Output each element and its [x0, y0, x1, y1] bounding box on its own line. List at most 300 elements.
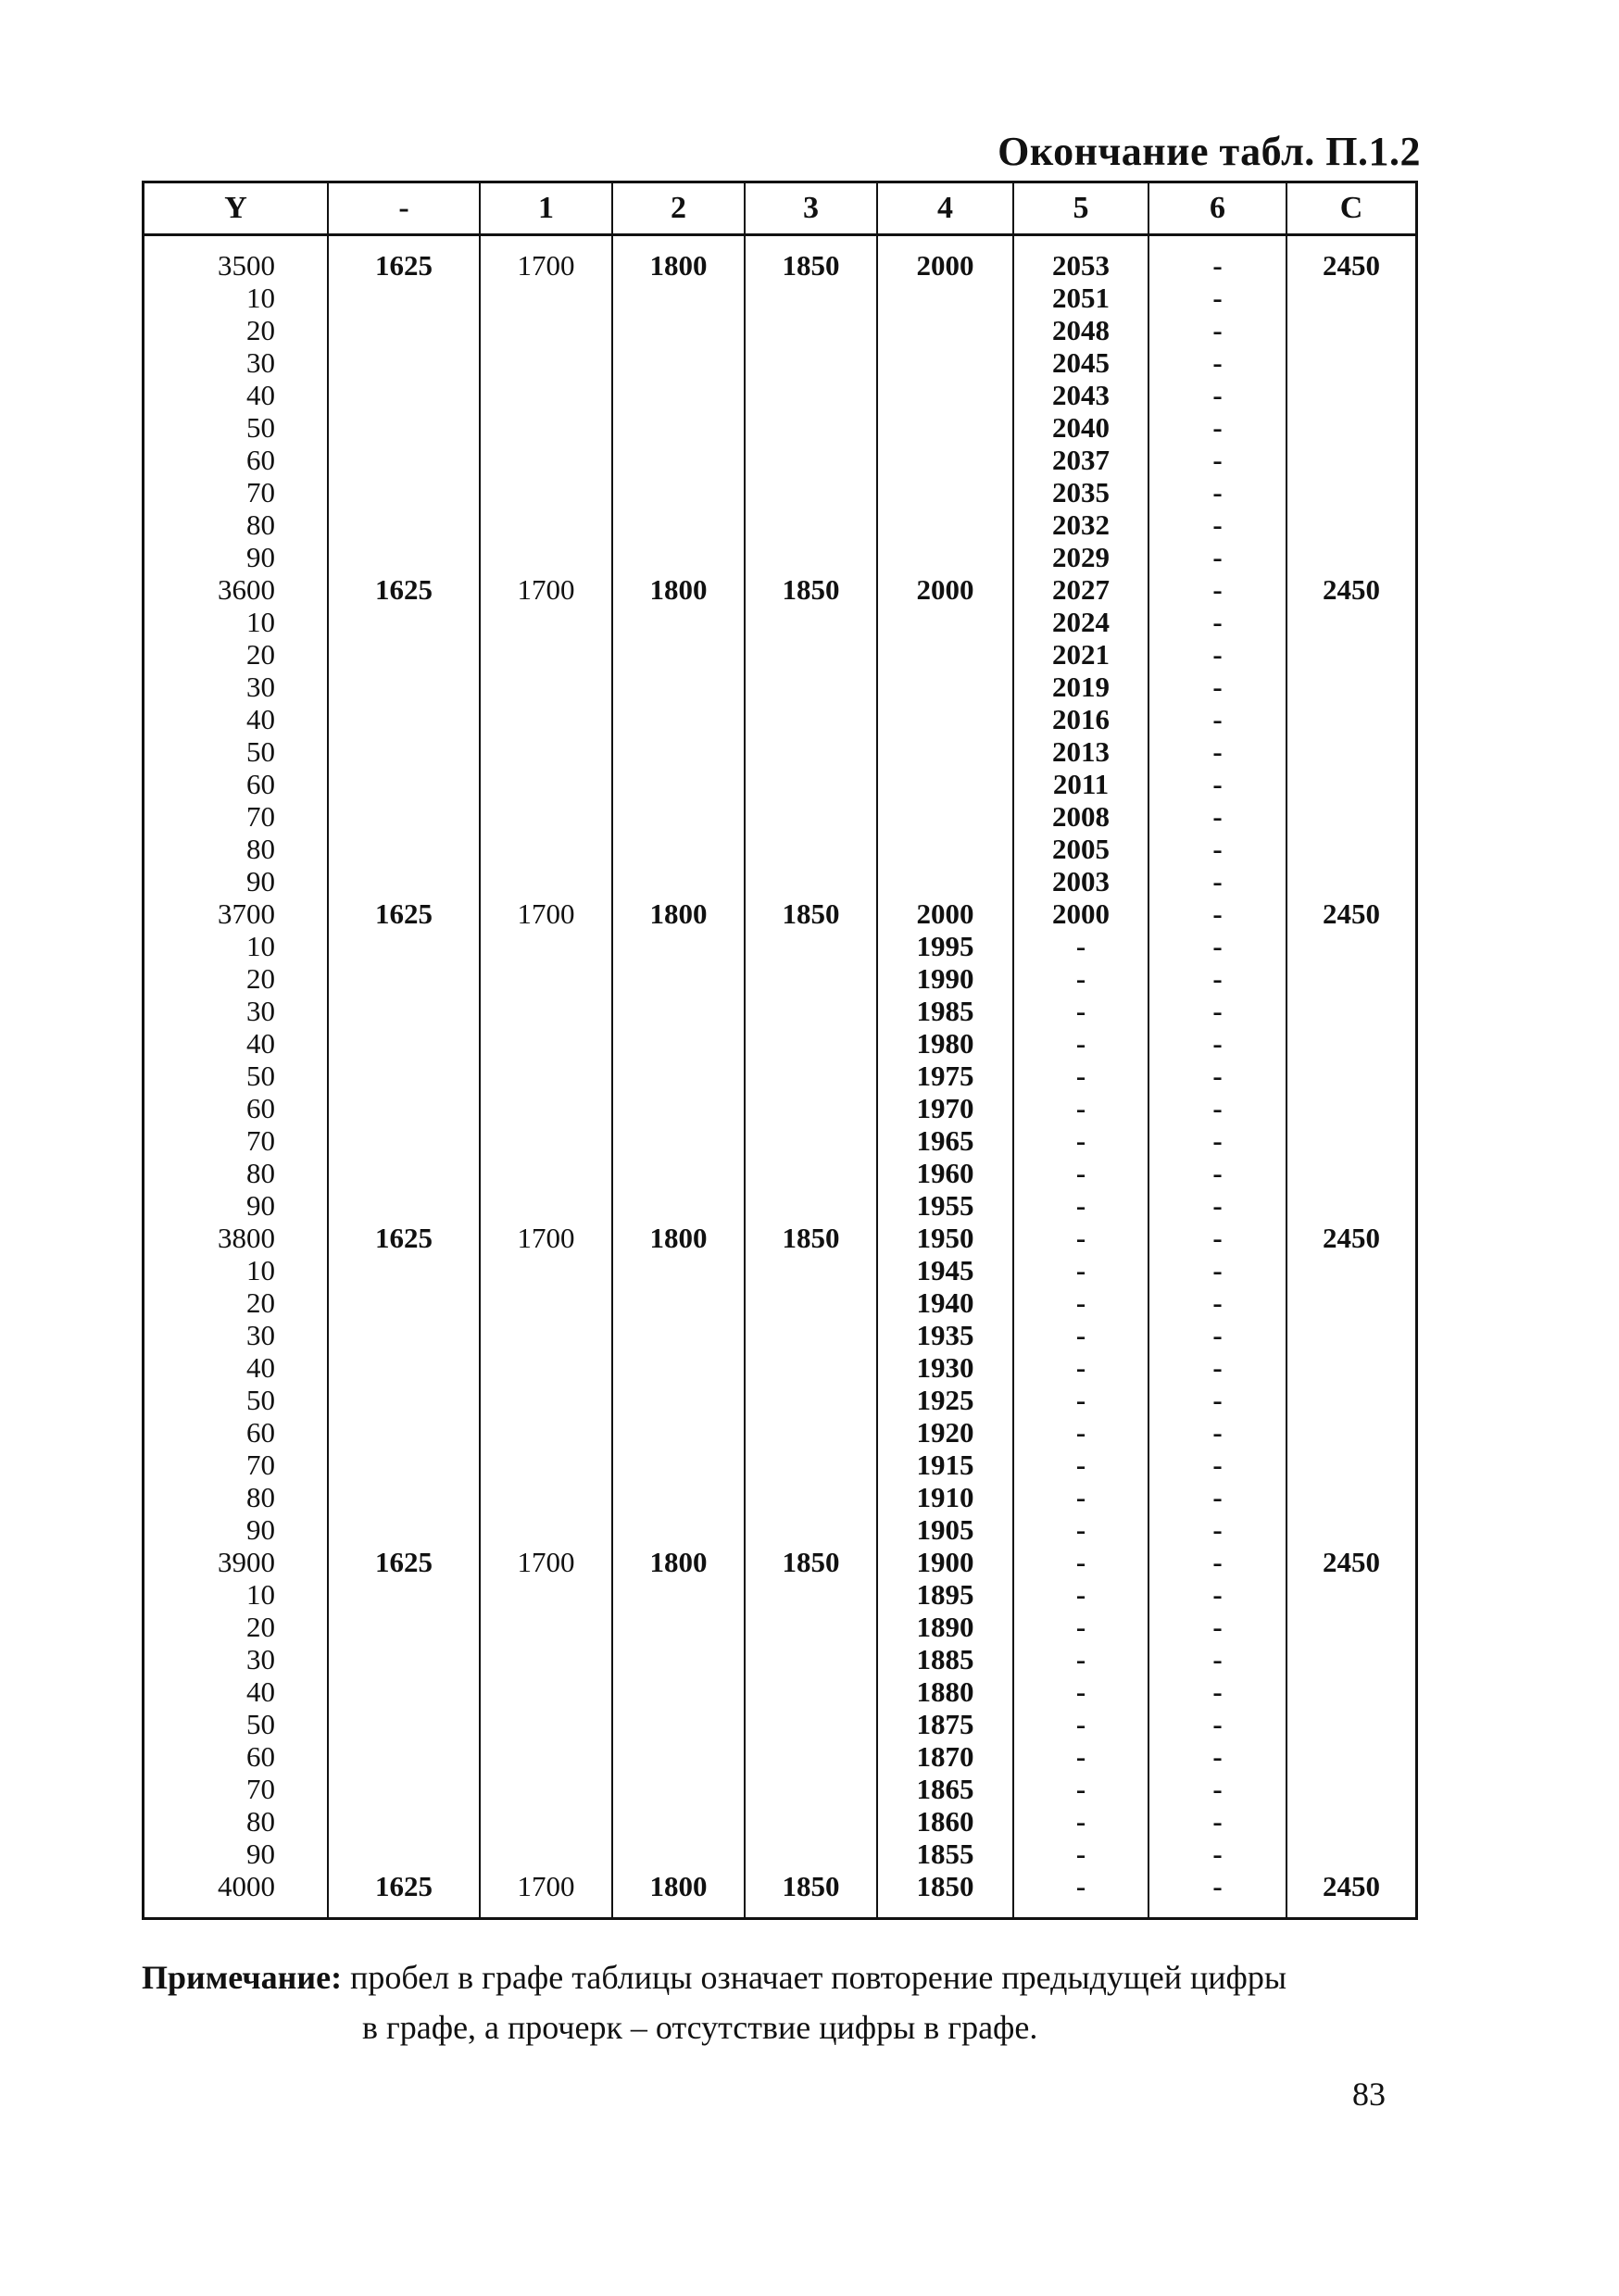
- table-cell: [329, 1675, 479, 1708]
- table-cell: [746, 1157, 876, 1189]
- table-cell: [746, 930, 876, 962]
- table-cell: -: [1212, 1060, 1223, 1092]
- table-cell: [329, 444, 479, 476]
- table-cell: 1980: [916, 1027, 974, 1060]
- table-cell: 1920: [916, 1416, 974, 1449]
- table-cell: [613, 1481, 744, 1513]
- table-cell: 1860: [916, 1805, 974, 1838]
- table-cell: [878, 411, 1012, 444]
- table-cell: 80: [246, 1805, 275, 1838]
- table-cell: [1287, 865, 1415, 897]
- table-cell: [613, 1643, 744, 1675]
- table-cell: 10: [246, 930, 275, 962]
- table-cell: -: [1212, 638, 1223, 671]
- table-cell: 30: [246, 995, 275, 1027]
- table-cell: [481, 1319, 611, 1351]
- table-cell: [1287, 833, 1415, 865]
- table-cell: 2450: [1323, 1222, 1380, 1254]
- table-cell: 30: [246, 1319, 275, 1351]
- table-caption: Окончание табл. П.1.2: [998, 129, 1421, 174]
- table-cell: -: [1212, 314, 1223, 346]
- table-cell: [613, 1708, 744, 1740]
- table-cell: 1700: [517, 897, 575, 930]
- table-cell: 2048: [1052, 314, 1110, 346]
- table-cell: -: [1212, 800, 1223, 833]
- table-cell: -: [1075, 1222, 1086, 1254]
- table-cell: [1287, 314, 1415, 346]
- table-cell: 1700: [517, 1870, 575, 1902]
- table-cell: -: [1075, 1773, 1086, 1805]
- table-cell: 10: [246, 606, 275, 638]
- table-cell: [746, 314, 876, 346]
- table-cell: [746, 1838, 876, 1870]
- table-cell: 10: [246, 1578, 275, 1611]
- table-cell: -: [1075, 1740, 1086, 1773]
- table-cell: 30: [246, 346, 275, 379]
- table-cell: -: [1075, 1319, 1086, 1351]
- table-cell: 2450: [1323, 249, 1380, 282]
- table-cell: -: [1212, 411, 1223, 444]
- table-cell: 70: [246, 800, 275, 833]
- table-cell: [329, 1027, 479, 1060]
- table-cell: 1870: [916, 1740, 974, 1773]
- table-cell: [481, 379, 611, 411]
- table-cell: -: [1075, 1254, 1086, 1286]
- table-cell: [481, 1092, 611, 1124]
- table-cell: -: [1212, 1286, 1223, 1319]
- table-cell: 3500: [218, 249, 275, 282]
- table-cell: [329, 1351, 479, 1384]
- table-cell: -: [1075, 962, 1086, 995]
- table-cell: 2000: [916, 897, 974, 930]
- table-cell: 40: [246, 379, 275, 411]
- table-cell: -: [1075, 1643, 1086, 1675]
- table-cell: 1975: [916, 1060, 974, 1092]
- table-cell: 1625: [375, 1222, 433, 1254]
- table-cell: [613, 379, 744, 411]
- table-cell: -: [1212, 1027, 1223, 1060]
- table-cell: 30: [246, 1643, 275, 1675]
- table-cell: [329, 930, 479, 962]
- data-table: [142, 181, 1418, 1920]
- table-cell: [746, 962, 876, 995]
- table-cell: [746, 508, 876, 541]
- table-cell: 1850: [916, 1870, 974, 1902]
- table-cell: [329, 1124, 479, 1157]
- table-cell: -: [1075, 1481, 1086, 1513]
- table-cell: [1287, 768, 1415, 800]
- table-cell: -: [1212, 995, 1223, 1027]
- table-cell: 2019: [1052, 671, 1110, 703]
- table-cell: [481, 800, 611, 833]
- table-cell: [329, 1578, 479, 1611]
- table-cell: [481, 1513, 611, 1546]
- table-cell: 90: [246, 865, 275, 897]
- table-cell: [1287, 800, 1415, 833]
- table-cell: [1287, 638, 1415, 671]
- table-cell: 2450: [1323, 897, 1380, 930]
- table-cell: [1287, 1157, 1415, 1189]
- table-cell: -: [1212, 444, 1223, 476]
- table-cell: [1287, 1060, 1415, 1092]
- table-cell: [613, 671, 744, 703]
- table-cell: -: [1075, 1351, 1086, 1384]
- table-cell: 1960: [916, 1157, 974, 1189]
- table-cell: [1287, 411, 1415, 444]
- table-cell: [613, 1060, 744, 1092]
- table-cell: [481, 1805, 611, 1838]
- table-cell: [613, 476, 744, 508]
- table-cell: -: [1075, 995, 1086, 1027]
- column-values: [329, 236, 479, 1902]
- column-y-values: [144, 236, 327, 1902]
- table-cell: -: [1212, 1611, 1223, 1643]
- table-cell: 4000: [218, 1870, 275, 1902]
- table-cell: [746, 833, 876, 865]
- table-cell: [746, 995, 876, 1027]
- table-cell: -: [1075, 1708, 1086, 1740]
- table-cell: [481, 703, 611, 735]
- table-cell: 2021: [1052, 638, 1110, 671]
- table-cell: 1800: [649, 1870, 708, 1902]
- table-cell: 2008: [1052, 800, 1110, 833]
- table-cell: [481, 606, 611, 638]
- table-cell: 90: [246, 1838, 275, 1870]
- table-cell: -: [1075, 1286, 1086, 1319]
- table-cell: 70: [246, 1449, 275, 1481]
- table-cell: [878, 768, 1012, 800]
- table-cell: [613, 1384, 744, 1416]
- table-body: [144, 235, 1415, 1918]
- column-header: -: [328, 183, 480, 235]
- table-cell: [329, 606, 479, 638]
- table-cell: [481, 1740, 611, 1773]
- table-cell: -: [1212, 897, 1223, 930]
- table-cell: [613, 1611, 744, 1643]
- table-cell: [329, 282, 479, 314]
- table-cell: [1287, 1384, 1415, 1416]
- table-cell: -: [1212, 573, 1223, 606]
- table-cell: [1287, 1027, 1415, 1060]
- table-cell: 3800: [218, 1222, 275, 1254]
- column-header: 2: [612, 183, 745, 235]
- table-cell: [613, 768, 744, 800]
- table-cell: [481, 1481, 611, 1513]
- table-cell: 20: [246, 962, 275, 995]
- table-cell: [1287, 1773, 1415, 1805]
- table-cell: 2000: [916, 249, 974, 282]
- table-cell: [1287, 1286, 1415, 1319]
- table-cell: [613, 1416, 744, 1449]
- note-line-1: [142, 1952, 1429, 2002]
- table-cell: [613, 1189, 744, 1222]
- table-cell: [746, 1481, 876, 1513]
- column-values: [746, 236, 876, 1902]
- table-cell: -: [1212, 1838, 1223, 1870]
- table-cell: -: [1075, 1838, 1086, 1870]
- table-cell: [878, 865, 1012, 897]
- table-cell: 2035: [1052, 476, 1110, 508]
- table-cell: 80: [246, 1157, 275, 1189]
- table-cell: 2011: [1052, 768, 1110, 800]
- table-cell: [613, 1578, 744, 1611]
- table-cell: [481, 1351, 611, 1384]
- table-cell: -: [1212, 833, 1223, 865]
- table-cell: -: [1212, 962, 1223, 995]
- table-cell: 1955: [916, 1189, 974, 1222]
- table-cell: [1287, 1319, 1415, 1351]
- table-cell: -: [1212, 1351, 1223, 1384]
- table-cell: -: [1075, 1060, 1086, 1092]
- table-cell: [481, 833, 611, 865]
- table-cell: 1625: [375, 1870, 433, 1902]
- table-cell: -: [1075, 1513, 1086, 1546]
- table-cell: 1965: [916, 1124, 974, 1157]
- table-cell: 2000: [1052, 897, 1110, 930]
- table-cell: 60: [246, 1092, 275, 1124]
- table-cell: [1287, 930, 1415, 962]
- table-cell: [481, 865, 611, 897]
- table-cell: [481, 508, 611, 541]
- table-cell: 1875: [916, 1708, 974, 1740]
- table-cell: [481, 1124, 611, 1157]
- column-values: [481, 236, 611, 1902]
- table-cell: [613, 541, 744, 573]
- table-cell: 1625: [375, 573, 433, 606]
- table-cell: -: [1212, 1870, 1223, 1902]
- table-cell: -: [1212, 1416, 1223, 1449]
- column-header: 1: [480, 183, 612, 235]
- table-cell: 2051: [1052, 282, 1110, 314]
- table-cell: 20: [246, 1286, 275, 1319]
- table-cell: 1925: [916, 1384, 974, 1416]
- table-cell: [481, 1449, 611, 1481]
- table-cell: 1855: [916, 1838, 974, 1870]
- table-cell: -: [1212, 606, 1223, 638]
- table-cell: [481, 444, 611, 476]
- table-cell: [613, 1351, 744, 1384]
- table-cell: -: [1212, 1157, 1223, 1189]
- table-cell: 1800: [649, 573, 708, 606]
- table-cell: [329, 1773, 479, 1805]
- table-cell: [746, 1611, 876, 1643]
- table-cell: [613, 444, 744, 476]
- table-cell: 1990: [916, 962, 974, 995]
- table-cell: 3700: [218, 897, 275, 930]
- table-cell: [1287, 1189, 1415, 1222]
- table-cell: [878, 314, 1012, 346]
- table-cell: 20: [246, 638, 275, 671]
- table-cell: [481, 314, 611, 346]
- table-cell: [878, 833, 1012, 865]
- table-cell: [1287, 962, 1415, 995]
- table-cell: [613, 1805, 744, 1838]
- table-cell: [1287, 346, 1415, 379]
- table-cell: [329, 1384, 479, 1416]
- table-cell: [746, 1513, 876, 1546]
- table-cell: -: [1212, 508, 1223, 541]
- table-cell: [746, 735, 876, 768]
- table-cell: [1287, 1513, 1415, 1546]
- table-cell: 70: [246, 1124, 275, 1157]
- table-cell: 1970: [916, 1092, 974, 1124]
- table-cell: -: [1212, 1643, 1223, 1675]
- table-cell: [329, 735, 479, 768]
- table-cell: -: [1212, 379, 1223, 411]
- table-cell: 1995: [916, 930, 974, 962]
- table-cell: [613, 995, 744, 1027]
- table-cell: [329, 1838, 479, 1870]
- table-cell: 40: [246, 1027, 275, 1060]
- table-cell: [329, 1481, 479, 1513]
- table-cell: -: [1212, 346, 1223, 379]
- table-cell: 2450: [1323, 573, 1380, 606]
- table-cell: [878, 638, 1012, 671]
- table-cell: [481, 1675, 611, 1708]
- table-cell: [1287, 671, 1415, 703]
- table-cell: [481, 1254, 611, 1286]
- table-cell: [1287, 1643, 1415, 1675]
- table-cell: -: [1075, 1124, 1086, 1157]
- table-cell: -: [1212, 1708, 1223, 1740]
- table-cell: 2003: [1052, 865, 1110, 897]
- table-cell: -: [1212, 1384, 1223, 1416]
- table-cell: [1287, 508, 1415, 541]
- table-cell: [613, 1838, 744, 1870]
- table-cell: 2027: [1052, 573, 1110, 606]
- table-cell: [613, 962, 744, 995]
- table-cell: [329, 314, 479, 346]
- table-cell: 1985: [916, 995, 974, 1027]
- table-cell: [878, 346, 1012, 379]
- table-cell: [613, 1513, 744, 1546]
- table-cell: [746, 606, 876, 638]
- table-cell: [1287, 735, 1415, 768]
- table-cell: -: [1075, 1384, 1086, 1416]
- table-cell: [746, 768, 876, 800]
- table-note: [142, 1952, 1429, 2052]
- table-cell: 1625: [375, 897, 433, 930]
- table-cell: 1915: [916, 1449, 974, 1481]
- table-cell: [746, 1449, 876, 1481]
- table-cell: [613, 314, 744, 346]
- table-cell: 2043: [1052, 379, 1110, 411]
- table-cell: -: [1212, 1481, 1223, 1513]
- table-cell: -: [1212, 1449, 1223, 1481]
- table-cell: [481, 1838, 611, 1870]
- table-cell: [481, 1384, 611, 1416]
- table-cell: [481, 476, 611, 508]
- table-cell: [613, 346, 744, 379]
- table-cell: [481, 735, 611, 768]
- table-cell: [329, 865, 479, 897]
- table-cell: 50: [246, 1384, 275, 1416]
- table-cell: 90: [246, 1513, 275, 1546]
- column-values: [878, 236, 1012, 1902]
- table-cell: 50: [246, 1708, 275, 1740]
- table-cell: -: [1212, 1513, 1223, 1546]
- table-cell: [746, 1351, 876, 1384]
- table-cell: -: [1075, 1611, 1086, 1643]
- table-cell: [481, 1060, 611, 1092]
- table-cell: 1850: [782, 249, 840, 282]
- table-cell: [1287, 1124, 1415, 1157]
- table-cell: [613, 1773, 744, 1805]
- table-cell: [481, 995, 611, 1027]
- table-cell: [1287, 1838, 1415, 1870]
- table-cell: [746, 638, 876, 671]
- table-cell: [329, 1157, 479, 1189]
- table-cell: [329, 1254, 479, 1286]
- table-cell: 1800: [649, 897, 708, 930]
- table-cell: -: [1212, 703, 1223, 735]
- table-cell: -: [1075, 1157, 1086, 1189]
- table-cell: 20: [246, 1611, 275, 1643]
- table-cell: [1287, 1805, 1415, 1838]
- table-cell: [613, 833, 744, 865]
- table-cell: [746, 1189, 876, 1222]
- table-cell: 1850: [782, 573, 840, 606]
- table-cell: [1287, 1416, 1415, 1449]
- table-cell: [329, 1319, 479, 1351]
- table-cell: 30: [246, 671, 275, 703]
- table-cell: 1945: [916, 1254, 974, 1286]
- column-values: [1287, 236, 1415, 1902]
- table-cell: -: [1212, 1092, 1223, 1124]
- table-cell: 2000: [916, 573, 974, 606]
- table-cell: [329, 541, 479, 573]
- table-cell: [1287, 379, 1415, 411]
- table-cell: 2013: [1052, 735, 1110, 768]
- table-cell: 1950: [916, 1222, 974, 1254]
- table-cell: [1287, 1740, 1415, 1773]
- table-cell: -: [1212, 1124, 1223, 1157]
- table-cell: [746, 1124, 876, 1157]
- table-cell: 70: [246, 1773, 275, 1805]
- table-cell: -: [1212, 476, 1223, 508]
- table-cell: [329, 508, 479, 541]
- table-cell: [613, 1740, 744, 1773]
- table-cell: 60: [246, 1416, 275, 1449]
- table-cell: [1287, 1481, 1415, 1513]
- table-cell: [329, 1189, 479, 1222]
- table-cell: [1287, 1092, 1415, 1124]
- table-cell: [613, 735, 744, 768]
- table-cell: 1850: [782, 1222, 840, 1254]
- table-cell: -: [1212, 1254, 1223, 1286]
- table-cell: [746, 541, 876, 573]
- table-cell: -: [1075, 1189, 1086, 1222]
- table-cell: -: [1212, 671, 1223, 703]
- table-cell: [613, 1319, 744, 1351]
- table-cell: [329, 1416, 479, 1449]
- table-cell: 50: [246, 735, 275, 768]
- table-cell: [746, 1286, 876, 1319]
- table-cell: [1287, 1675, 1415, 1708]
- table-cell: [329, 476, 479, 508]
- table-cell: [329, 1611, 479, 1643]
- table-cell: [613, 1254, 744, 1286]
- table-cell: 1700: [517, 573, 575, 606]
- table-cell: [613, 508, 744, 541]
- table-cell: 1890: [916, 1611, 974, 1643]
- table-cell: [329, 768, 479, 800]
- page-number: 83: [1352, 2076, 1386, 2113]
- column-header: C: [1286, 183, 1415, 235]
- table-cell: 1850: [782, 897, 840, 930]
- column-header: 4: [877, 183, 1013, 235]
- table-cell: 2016: [1052, 703, 1110, 735]
